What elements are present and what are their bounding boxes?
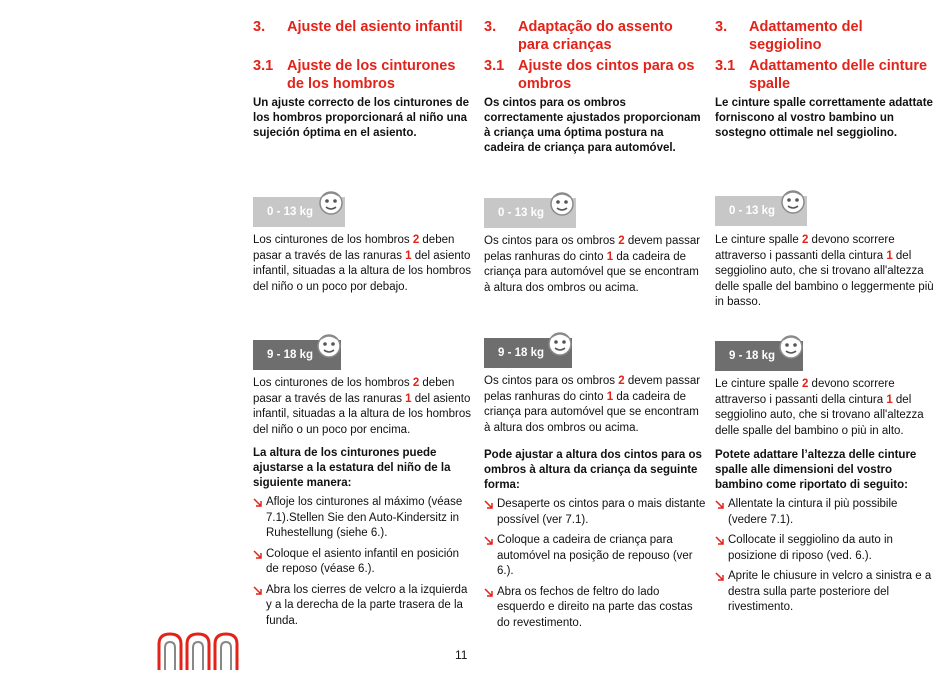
intro-text: Un ajuste correcto de los cinturones de los hombros proporcionará al niño una sujeción óptima en el asiento.: [253, 97, 469, 139]
section-heading-3: [253, 18, 475, 54]
list-item: [253, 583, 475, 630]
list-item: [484, 585, 706, 632]
weight-badge-label: 0 - 13 kg: [267, 206, 314, 218]
arrow-bullet-icon: [484, 588, 494, 604]
section-heading-3-1: [715, 57, 937, 93]
text-run: del seggiolino auto, che si trovano all'altezza delle spalle del bambino o più in alto.: [715, 393, 924, 437]
text-run: devem passar pelas ranhuras do cinto: [484, 235, 701, 263]
list-item-text: Abra los cierres de velcro a la izquierda y a la derecha de la parte trasera de la funda.: [266, 583, 468, 627]
ref-number: 1: [606, 250, 614, 263]
arrow-bullet-icon: [253, 498, 263, 514]
section-heading-3: [484, 18, 706, 54]
instruction-paragraph: [715, 377, 937, 439]
text-run: Los cinturones de los hombros: [253, 377, 413, 389]
text-run: devono scorrere attraverso i passanti della cintura: [715, 378, 895, 406]
section-number: 3.: [253, 19, 266, 35]
text-run: Los cinturones de los hombros: [253, 234, 413, 246]
text-run: devono scorrere attraverso i passanti della cintura: [715, 234, 895, 262]
subsection-number: 3.1: [253, 58, 274, 74]
arrow-bullet-icon: [715, 536, 725, 552]
subsection-title: Ajuste de los cinturones de los hombros: [287, 58, 456, 92]
adjustment-heading: La altura de los cinturones puede ajustarse a la estatura del niño de la siguiente manera:: [253, 447, 451, 489]
list-item-text: Aprite le chiusure in velcro a sinistra e a destra sulla parte posteriore del rivestimento.: [728, 570, 932, 613]
arrow-bullet-icon: [715, 572, 725, 588]
instruction-paragraph: [484, 374, 706, 436]
intro-text: Le cinture spalle correttamente adattate forniscono al vostro bambino un sostegno ottimale nel seggiolino.: [715, 97, 933, 139]
arrow-bullet-icon: [253, 550, 263, 566]
weight-badge-label: 9 - 18 kg: [729, 350, 776, 362]
ref-number: 2: [618, 375, 625, 387]
intro-text: Os cintos para os ombros correctamente ajustados proporcionam à criança uma óptima postura na cadeira de criança para automóvel.: [484, 97, 701, 154]
list-item-text: Abra os fechos de feltro do lado esquerdo e direito na parte das costas do revestimento.: [497, 585, 693, 629]
instruction-paragraph: [484, 234, 706, 296]
ref-number: 2: [618, 235, 625, 247]
arrow-bullet-icon: [484, 500, 494, 516]
text-run: Le cinture spalle: [715, 234, 802, 246]
arrow-bullet-icon: [484, 536, 494, 552]
text-run: devem passar pelas ranhuras do cinto: [484, 375, 701, 403]
text-run: del seggiolino auto, che si trovano all'altezza delle spalle del bambino o leggermente più in basso.: [715, 249, 934, 308]
step-list: [253, 495, 475, 634]
weight-badge-9-18: [253, 340, 341, 370]
weight-badge-0-13: [715, 196, 807, 226]
weight-badge-0-13: [253, 197, 345, 227]
list-item: [715, 569, 937, 616]
instruction-paragraph: [715, 233, 937, 311]
text-run: Os cintos para os ombros: [484, 375, 619, 387]
list-item: [253, 495, 475, 542]
step-list: [715, 497, 937, 621]
weight-badge-label: 9 - 18 kg: [267, 349, 314, 361]
list-item-text: Desaperte os cintos para o mais distante possível (ver 7.1).: [497, 498, 706, 526]
list-item: [484, 497, 706, 528]
list-item-text: Allentate la cintura il più possibile (vedere 7.1).: [728, 498, 898, 526]
ref-number: 2: [412, 234, 420, 246]
list-item: [253, 547, 475, 578]
section-title: Ajuste del asiento infantil: [287, 19, 463, 35]
list-item: [715, 533, 937, 564]
text-run: deben pasar a través de las ranuras: [253, 377, 455, 405]
ref-number: 1: [405, 392, 412, 405]
weight-badge-label: 9 - 18 kg: [498, 347, 545, 359]
list-item-text: Coloque a cadeira de criança para automóvel na posição de repouso (ver 6.).: [497, 534, 693, 577]
text-run: Os cintos para os ombros: [484, 235, 619, 247]
adjustment-heading: Potete adattare l’altezza delle cinture spalle alle dimensioni del vostro bambino come riportato di seguito:: [715, 449, 917, 491]
instruction-paragraph: [253, 376, 475, 438]
subsection-title: Adattamento delle cinture spalle: [749, 58, 928, 92]
section-number: 3.: [484, 19, 497, 35]
arrow-bullet-icon: [715, 500, 725, 516]
ref-number: 1: [886, 393, 893, 406]
list-item-text: Collocate il seggiolino da auto in posizione di riposo (ved. 6.).: [728, 534, 893, 562]
text-run: da cadeira de criança para automóvel que se encontram à altura dos ombros ou acima.: [484, 250, 699, 294]
subsection-title: Ajuste dos cintos para os ombros: [518, 58, 695, 92]
ref-number: 1: [405, 249, 412, 262]
text-run: del asiento infantil, situadas a la altura de los hombros del niño o un poco por debajo.: [253, 249, 471, 293]
section-title: Adattamento del seggiolino: [749, 19, 863, 53]
page-number: 11: [455, 648, 468, 662]
arrow-bullet-icon: [253, 586, 263, 602]
ref-number: 1: [606, 390, 614, 403]
text-run: Le cinture spalle: [715, 378, 802, 390]
section-heading-3-1: [484, 57, 706, 93]
subsection-number: 3.1: [715, 58, 736, 74]
ref-number: 1: [886, 249, 893, 262]
list-item-text: Coloque el asiento infantil en posición de reposo (véase 6.).: [266, 547, 460, 575]
subsection-number: 3.1: [484, 58, 505, 74]
weight-badge-label: 0 - 13 kg: [729, 205, 776, 217]
text-run: del asiento infantil, situadas a la altura de los hombros del niño o un poco por encima.: [253, 392, 471, 436]
adjustment-heading: Pode ajustar a altura dos cintos para os ombros à altura da criança da seguinte forma:: [484, 449, 702, 491]
text-run: da cadeira de criança para automóvel que se encontram à altura dos ombros ou acima.: [484, 390, 699, 434]
weight-badge-0-13: [484, 198, 576, 228]
weight-badge-9-18: [484, 338, 572, 368]
ref-number: 2: [801, 234, 809, 246]
section-heading-3: [715, 18, 937, 54]
section-number: 3.: [715, 19, 728, 35]
list-item-text: Afloje los cinturones al máximo (véase 7.1).Stellen Sie den Auto-Kindersitz in Ruhestellung (siehe 6.).: [266, 496, 463, 539]
ref-number: 2: [412, 377, 420, 389]
section-heading-3-1: [253, 57, 475, 93]
text-run: deben pasar a través de las ranuras: [253, 234, 455, 262]
ref-number: 2: [801, 378, 809, 390]
weight-badge-9-18: [715, 341, 803, 371]
brand-logo-icon: [156, 632, 242, 675]
step-list: [484, 497, 706, 636]
instruction-paragraph: [253, 233, 475, 295]
weight-badge-label: 0 - 13 kg: [498, 207, 545, 219]
section-title: Adaptação do assento para crianças: [518, 19, 673, 53]
list-item: [715, 497, 937, 528]
list-item: [484, 533, 706, 580]
